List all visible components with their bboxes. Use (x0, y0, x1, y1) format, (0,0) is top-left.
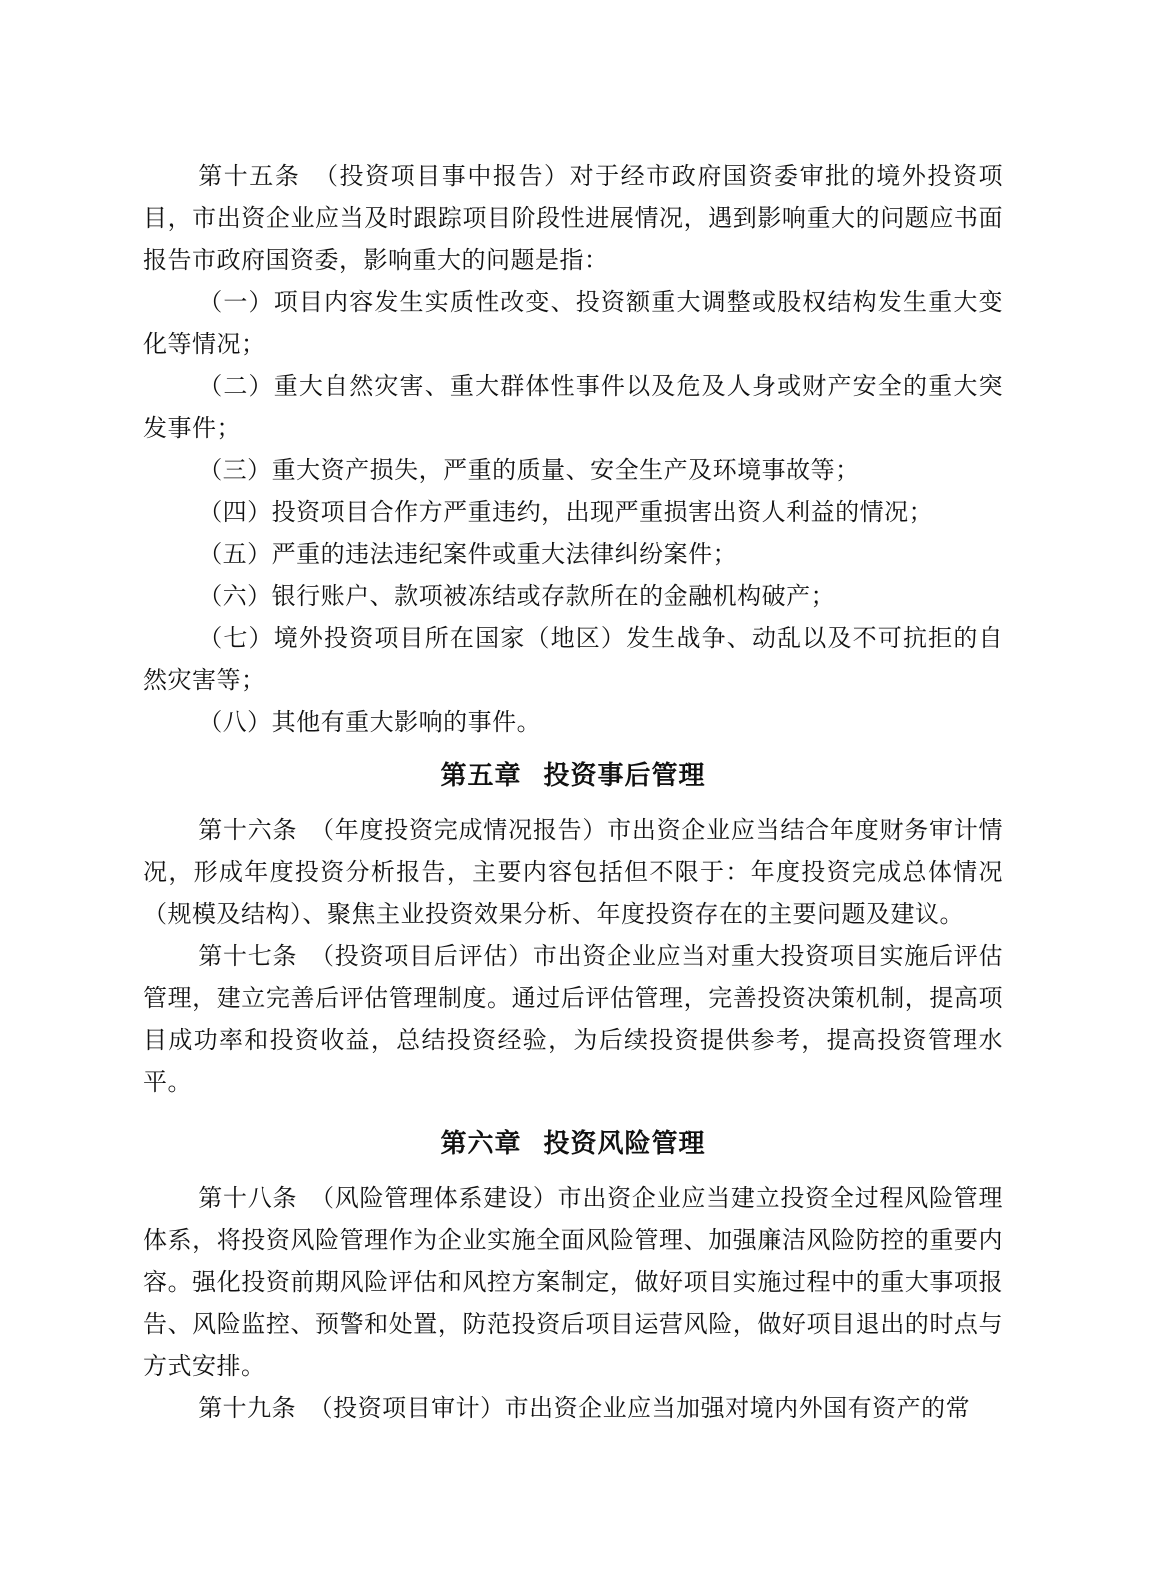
article-15: 第十五条 （投资项目事中报告）对于经市政府国资委审批的境外投资项目，市出资企业应当及时跟踪项目阶段性进展情况，遇到影响重大的问题应书面报告市政府国资委，影响重大的问题是指： (143, 162, 1003, 274)
article-16: 第十六条 （年度投资完成情况报告）市出资企业应当结合年度财务审计情况，形成年度投资分析报告，主要内容包括但不限于：年度投资完成总体情况（规模及结构）、聚焦主业投资效果分析、年度投资存在的主要问题及建议。 (143, 816, 1003, 928)
chapter-5-number: 第五章 (440, 761, 522, 791)
article-17: 第十七条 （投资项目后评估）市出资企业应当对重大投资项目实施后评估管理，建立完善后评估管理制度。通过后评估管理，完善投资决策机制，提高项目成功率和投资收益，总结投资经验，为后续投资提供参考，提高投资管理水平。 (143, 942, 1003, 1096)
document-body (143, 155, 1003, 1429)
article-15-item-2: （二）重大自然灾害、重大群体性事件以及危及人身或财产安全的重大突发事件； (143, 372, 1003, 442)
article-19: 第十九条 （投资项目审计）市出资企业应当加强对境内外国有资产的常 (198, 1394, 971, 1422)
article-15-item-6: （六）银行账户、款项被冻结或存款所在的金融机构破产； (198, 582, 836, 610)
article-15-item-4: （四）投资项目合作方严重违约，出现严重损害出资人利益的情况； (198, 498, 934, 526)
article-18: 第十八条 （风险管理体系建设）市出资企业应当建立投资全过程风险管理体系，将投资风险管理作为企业实施全面风险管理、加强廉洁风险防控的重要内容。强化投资前期风险评估和风控方案制定，做好项目实施过程中的重大事项报告、风险监控、预警和处置，防范投资后项目运营风险，做好项目退出的时点与方式安排。 (143, 1184, 1003, 1380)
chapter-6-number: 第六章 (440, 1129, 522, 1159)
article-15-item-1: （一）项目内容发生实质性改变、投资额重大调整或股权结构发生重大变化等情况； (143, 288, 1003, 358)
article-15-item-5: （五）严重的违法违纪案件或重大法律纠纷案件； (198, 540, 738, 568)
chapter-6-heading (143, 1121, 1003, 1167)
article-15-item-7: （七）境外投资项目所在国家（地区）发生战争、动乱以及不可抗拒的自然灾害等； (143, 624, 1003, 694)
chapter-5-title: 投资事后管理 (543, 761, 706, 791)
article-15-item-8: （八）其他有重大影响的事件。 (198, 708, 542, 736)
article-15-item-3: （三）重大资产损失，严重的质量、安全生产及环境事故等； (198, 456, 860, 484)
chapter-6-title: 投资风险管理 (543, 1129, 706, 1159)
chapter-5-heading (143, 753, 1003, 799)
